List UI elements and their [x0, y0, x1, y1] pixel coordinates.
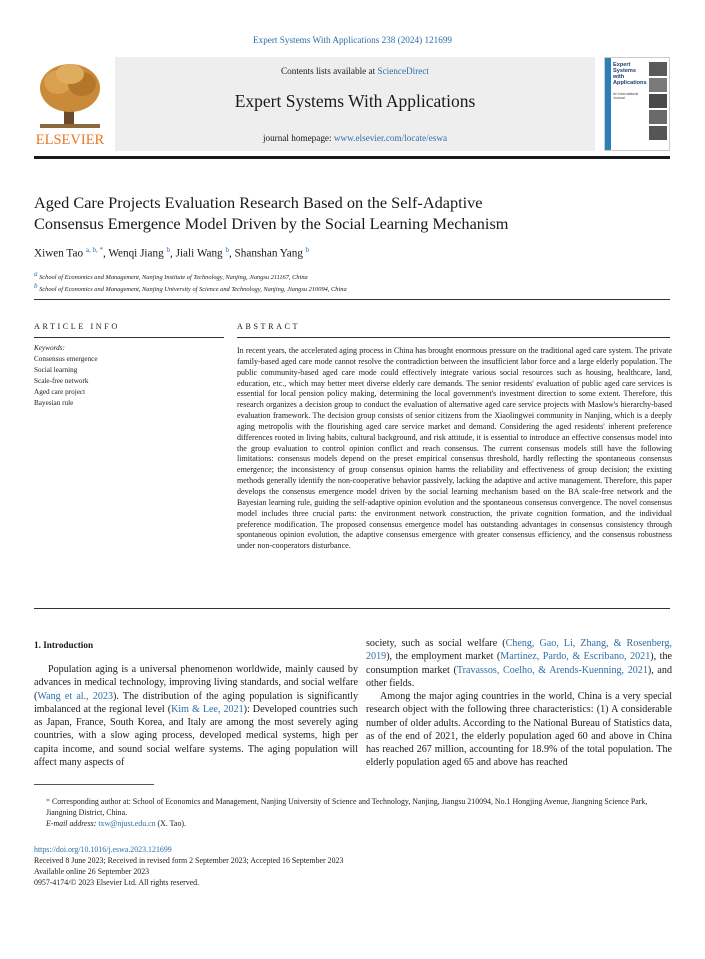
author-separator: ,: [102, 247, 109, 260]
keywords-list: [34, 343, 98, 408]
publisher-wordmark: ELSEVIER: [35, 132, 105, 148]
intro-column-right: [366, 637, 672, 770]
publication-info: [34, 845, 343, 889]
author-affiliation-mark[interactable]: a, b, *: [85, 246, 103, 254]
corresponding-star[interactable]: *: [46, 797, 50, 806]
body-text: ), the employment market (: [386, 651, 501, 663]
abstract-text: In recent years, the accelerated aging process in China has brought enormous pressure on the traditional aged care system. The private family-based aged care mode cannot resolve the contradiction between the insufficient labor force and a large elderly population. The public community-based aged care mode could effectively integrate various social resources such as housing, healthcare, land, education, etc., which may better meet diverse elderly care demands. The senior residents' evaluation of public aged care services is essential for local pension policy making, determining the local government's investment direction to some extent. Therefore, this research organizes a decision group to conduct the evaluation of alternative aged care service projects with Maslow's hierarchy-based evaluation framework. The decision group consists of senior citizens from the Xiaolingwei community in Nanjing, which is a deeply aging metropolis with the flourishing aged care service market and demand. Considering the aged residents' inherent preference differences rooted in living habits, cultural background, and risk attitude, it is essential to introduce an effective consensus model into the group evaluation to control opinion conflict and reach consensus. The current consensus models still have the following limitations: consensus models depend on the preset empirical consensus threshold, hardly reflecting the spontaneous consensus emergence; the inconsistency of group consensus opinion harms the reliability and effectiveness of group decision; the existing methods generally identify the non-cooperative behavior passively, lacking the adaptive and active management. Therefore, this paper develops the consensus emergence model driven by the social learning mechanism based on the BA scale-free network and the Bayesian learning rule, guiding the self-adaptive opinion evolution and the spontaneous consensus convergence. The novel consensus model includes three crucial parts: the environment network construction, the private cognition formation, and the individual preference modification. The proposed consensus emergence model has outstanding advantages in consensus consistency through spontaneous opinion evolution, the adaptive consensus emergence with greater consensus efficiency, and the consensus robustness under non-cooperators disturbance.: [237, 346, 672, 551]
contents-prefix: Contents lists available at: [281, 66, 378, 76]
journal-citation[interactable]: Expert Systems With Applications 238 (2024) 121699: [252, 35, 453, 45]
corresponding-text: Corresponding author at: School of Economics and Management, Nanjing University of Science and Technology, Nanjing, Jiangsu 210094, No.1 Hongjing Avenue, Jiangning Science Park, Jiangning District, China.: [46, 797, 648, 817]
author-name[interactable]: Wenqi Jiang: [108, 247, 164, 260]
body-text: ). The distribution of the aging population is significantly imbalanced at the regional level (: [34, 690, 358, 715]
affiliation: [34, 270, 308, 281]
homepage-line: [115, 133, 595, 143]
cover-image: [649, 94, 667, 108]
sciencedirect-link[interactable]: ScienceDirect: [377, 66, 429, 76]
author-name[interactable]: Shanshan Yang: [234, 247, 303, 260]
citation-link[interactable]: Cheng, Gao, Li, Zhang, & Rosenberg, 2019: [366, 638, 672, 663]
abstract-end-rule: [34, 608, 670, 609]
elsevier-logo: [34, 58, 106, 150]
email-line: [34, 819, 674, 830]
title-line: Consensus Emergence Model Driven by the Social Learning Mechanism: [34, 214, 509, 233]
cover-subtitle: An International Journal: [613, 92, 639, 100]
author-separator: ,: [228, 247, 235, 260]
available-online: Available online 26 September 2023: [34, 866, 150, 876]
journal-title: Expert Systems With Applications: [234, 91, 476, 111]
body-text: ): Developed countries such as Japan, France, South Korea, and Italy are among the most severely aging countries, with a slow aging process, developed medical systems, high per capita income, and sound social welfare systems. The aging population will affect many aspects of: [34, 703, 358, 768]
email-suffix: (X. Tao).: [157, 818, 186, 828]
affiliation-text: School of Economics and Management, Nanjing University of Science and Technology, Nanjing, Jiangsu 210094, China: [39, 286, 347, 294]
homepage-link[interactable]: www.elsevier.com/locate/eswa: [333, 133, 448, 143]
author-separator: ,: [170, 247, 176, 260]
affiliation-mark: a: [34, 270, 38, 278]
cover-band: [605, 58, 611, 151]
paragraph: [366, 637, 672, 690]
abstract-rule: [237, 337, 670, 338]
author-name[interactable]: Xiwen Tao: [34, 247, 84, 260]
cover-title: Expert Systems with Applications: [613, 62, 647, 86]
citation-link[interactable]: Martinez, Pardo, & Escribano, 2021: [500, 651, 651, 663]
keywords-label: Keywords:: [34, 344, 65, 352]
doi-link[interactable]: https://doi.org/10.1016/j.eswa.2023.121699: [34, 845, 172, 854]
author-affiliation-mark[interactable]: b: [305, 246, 310, 254]
introduction-heading: 1. Introduction: [34, 640, 94, 650]
body-text: society, such as social welfare (: [366, 638, 506, 649]
title-line: Aged Care Projects Evaluation Research Based on the Self-Adaptive: [34, 193, 483, 212]
section-rule: [34, 299, 670, 300]
cover-image: [649, 110, 667, 124]
header-rule: [34, 156, 670, 159]
citation-link[interactable]: Travassos, Coelho, & Arends-Kuenning, 2021: [456, 664, 648, 676]
cover-image: [649, 62, 667, 76]
author-list: [34, 246, 654, 260]
author-affiliation-mark[interactable]: b: [166, 246, 170, 254]
article-info-rule: [34, 337, 224, 338]
intro-column-left: [34, 663, 358, 769]
affiliation: [34, 282, 347, 293]
paper-title: [34, 192, 654, 234]
journal-cover-thumbnail[interactable]: [604, 57, 670, 151]
footnote-rule: [34, 784, 154, 785]
tree-icon: [40, 64, 100, 128]
citation-link[interactable]: Kim & Lee, 2021: [171, 703, 244, 715]
body-text: ), the consumption market (: [366, 651, 672, 676]
corresponding-author-footnote: [34, 797, 674, 830]
keyword: Scale-free network: [34, 376, 89, 385]
keyword: Social learning: [34, 365, 78, 374]
paragraph: Among the major aging countries in the world, China is a very special research object with the following three characteristics: (1) A considerable number of older adults. According to the National Bureau of Statistics data, as of the end of 2021, the elderly population aged 60 and above in China has reached 267 million, accounting for 18.9% of the total population. The elderly population aged 65 and above has reached: [366, 691, 672, 769]
homepage-prefix: journal homepage:: [262, 133, 334, 143]
abstract-heading: ABSTRACT: [237, 322, 301, 331]
email-label: E-mail address:: [46, 818, 97, 828]
author-name[interactable]: Jiali Wang: [175, 247, 223, 260]
cover-image: [649, 126, 667, 140]
contents-line: [115, 66, 595, 76]
keyword: Aged care project: [34, 387, 86, 396]
corresponding-note: [34, 797, 674, 819]
body-text: Population aging is a universal phenomenon worldwide, mainly caused by advances in medical technology, improving living standards, and social welfare (: [34, 664, 358, 702]
affiliation-text: School of Economics and Management, Nanjing Institute of Technology, Nanjing, Jiangsu 211167, China: [39, 274, 308, 282]
citation-link[interactable]: Wang et al., 2023: [37, 690, 114, 702]
cover-images: [649, 62, 667, 142]
email-link[interactable]: txw@njust.edu.cn: [98, 818, 156, 828]
body-text: ), and other fields.: [366, 664, 672, 689]
affiliation-mark: b: [34, 282, 38, 290]
author-affiliation-mark[interactable]: b: [225, 246, 229, 254]
received-dates: Received 8 June 2023; Received in revised form 2 September 2023; Accepted 16 September 2023: [34, 855, 344, 865]
cover-image: [649, 78, 667, 92]
keyword: Bayesian rule: [34, 398, 74, 407]
copyright-line: 0957-4174/© 2023 Elsevier Ltd. All rights reserved.: [34, 877, 200, 887]
article-info-heading: ARTICLE INFO: [34, 322, 120, 331]
keyword: Consensus emergence: [34, 354, 98, 363]
